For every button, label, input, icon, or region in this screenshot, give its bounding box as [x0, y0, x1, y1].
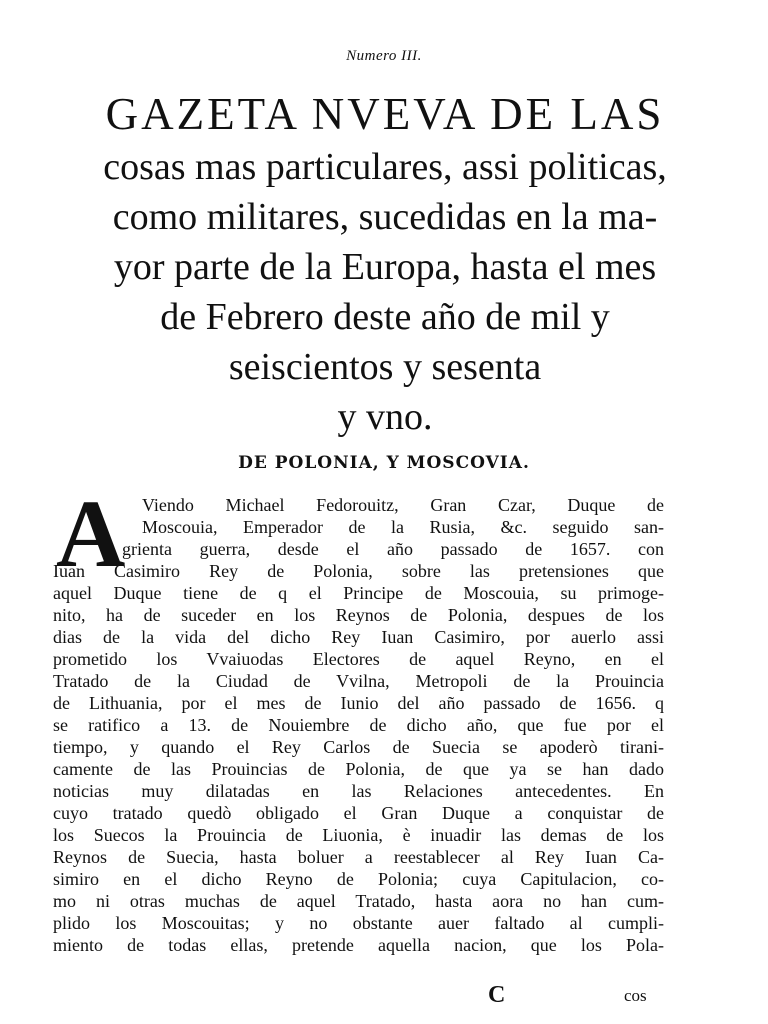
body-line: prometido los Vvaiuodas Electores de aquel Reyno, en el — [53, 649, 664, 669]
catchword: cos — [624, 986, 647, 1005]
gazette-title — [40, 86, 730, 442]
body-line: Viendo Michael Fedorouitz, Gran Czar, Duque de — [142, 495, 664, 515]
body-line: tiempo, y quando el Rey Carlos de Suecia se apoderò tirani- — [53, 737, 664, 757]
body-line: Reynos de Suecia, hasta boluer a reestablecer al Rey Iuan Ca- — [53, 847, 664, 867]
issue-number: Numero III. — [346, 48, 422, 64]
signature-mark: C — [488, 982, 506, 1008]
title-line: de Febrero deste año de mil y — [160, 296, 610, 338]
body-line: mo ni otras muchas de aquel Tratado, hasta aora no han cum- — [53, 891, 664, 911]
body-line: nito, ha de suceder en los Reynos de Polonia, despues de los — [53, 605, 664, 625]
body-line: miento de todas ellas, pretende aquella nacion, que los Pola- — [53, 935, 664, 955]
body-line: cuyo tratado quedò obligado el Gran Duque a conquistar de — [53, 803, 664, 823]
body-line: grienta guerra, desde el año passado de 1657. con — [122, 539, 664, 559]
section-heading: DE POLONIA, Y MOSCOVIA. — [238, 453, 530, 473]
title-line: y vno. — [337, 396, 433, 438]
title-line: como militares, sucedidas en la ma- — [112, 196, 658, 238]
title-line: seiscientos y sesenta — [228, 346, 542, 388]
body-line: plido los Moscouitas; y no obstante auer faltado al cumpli- — [53, 913, 664, 933]
body-line: noticias muy dilatadas en las Relaciones antecedentes. En — [53, 781, 664, 801]
body-line: simiro en el dicho Reyno de Polonia; cuya Capitulacion, co- — [53, 869, 664, 889]
body-line: dias de la vida del dicho Rey Iuan Casimiro, por auerlo assi — [53, 627, 664, 647]
body-line: aquel Duque tiene de q el Principe de Moscouia, su primoge- — [53, 583, 664, 603]
body-line: Iuan Casimiro Rey de Polonia, sobre las pretensiones que — [53, 561, 664, 581]
title-line: cosas mas particulares, assi politicas, — [103, 146, 667, 188]
body-line: se ratifico a 13. de Nouiembre de dicho año, que fue por el — [53, 715, 664, 735]
body-line: de Lithuania, por el mes de Iunio del año passado de 1656. q — [53, 693, 664, 713]
title-line: GAZETA NVEVA DE LAS — [105, 89, 665, 139]
drop-cap-letter: A — [56, 480, 126, 587]
body-line: camente de las Prouincias de Polonia, de que ya se han dado — [53, 759, 664, 779]
title-line: yor parte de la Europa, hasta el mes — [113, 246, 657, 288]
body-line: Tratado de la Ciudad de Vvilna, Metropoli de la Prouincia — [53, 671, 664, 691]
body-line: los Suecos la Prouincia de Liuonia, è inuadir las demas de los — [53, 825, 664, 845]
body-line: Moscouia, Emperador de la Rusia, &c. seguido san- — [142, 517, 664, 537]
